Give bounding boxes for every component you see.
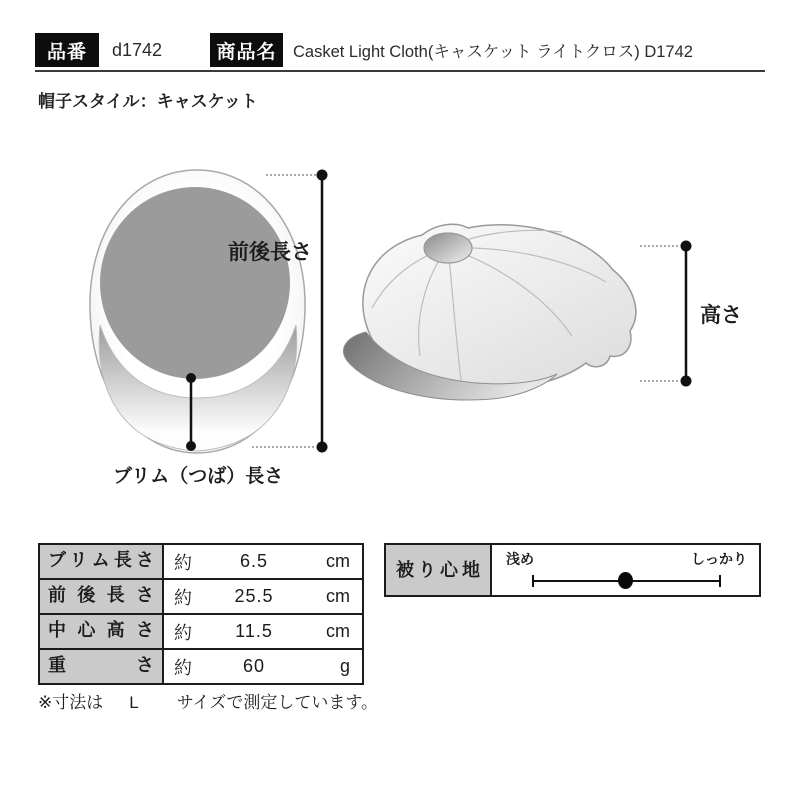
header-bar xyxy=(35,33,765,72)
measurement-unit: g xyxy=(339,656,350,676)
measurement-value: 11.5 xyxy=(235,621,273,641)
item-number-tag: 品番 xyxy=(35,33,99,67)
table-row xyxy=(40,545,362,578)
product-name-value: Casket Light Cloth(キャスケット ライトクロス) D1742 xyxy=(293,43,693,61)
size-footnote xyxy=(38,688,378,713)
approx-prefix: 約 xyxy=(174,622,192,643)
footnote-suffix: サイズで測定しています。 xyxy=(176,693,378,712)
approx-prefix: 約 xyxy=(174,552,192,573)
fit-scale xyxy=(492,545,759,595)
fit-scale-tick xyxy=(719,575,721,587)
product-name-tag: 商品名 xyxy=(210,33,283,67)
row-label: 中心高さ xyxy=(40,615,164,648)
row-value xyxy=(164,545,362,578)
fit-indicator-dot xyxy=(618,572,633,589)
fit-scale-right-label: しっかり xyxy=(691,551,747,567)
measurement-unit: cm xyxy=(326,621,350,641)
table-row xyxy=(40,648,362,683)
measure-dot xyxy=(186,441,196,451)
measure-dot xyxy=(186,373,196,383)
fit-scale-tick xyxy=(532,575,534,587)
approx-prefix: 約 xyxy=(174,657,192,678)
height-measure xyxy=(640,241,692,387)
row-label: 前後長さ xyxy=(40,580,164,613)
footnote-prefix: ※寸法は xyxy=(38,693,104,712)
measurement-value: 25.5 xyxy=(234,586,274,606)
row-value xyxy=(164,650,362,683)
measurement-unit: cm xyxy=(326,551,350,571)
measurement-unit: cm xyxy=(326,586,350,606)
measurement-table xyxy=(38,543,364,685)
hat-button xyxy=(424,233,472,263)
measurement-value: 6.5 xyxy=(239,551,269,571)
approx-prefix: 約 xyxy=(174,587,192,608)
row-label: ブリム長さ xyxy=(40,545,164,578)
front-back-length-label: 前後長さ xyxy=(228,241,312,264)
brim-length-label: ブリム（つば）長さ xyxy=(113,466,284,487)
fit-scale-left-label: 浅め xyxy=(506,551,534,567)
hat-crown-top xyxy=(100,187,290,379)
fit-comfort-panel xyxy=(384,543,761,597)
footnote-size: L xyxy=(129,693,139,712)
table-row xyxy=(40,578,362,613)
hat-style-line: 帽子スタイル：キャスケット xyxy=(38,92,258,111)
item-number-value: d1742 xyxy=(112,39,163,60)
height-label: 高さ xyxy=(700,304,742,327)
row-label: 重さ xyxy=(40,650,164,683)
row-value xyxy=(164,580,362,613)
fit-label: 被り心地 xyxy=(386,545,492,595)
hat-side-view xyxy=(343,224,742,400)
table-row xyxy=(40,613,362,648)
row-value xyxy=(164,615,362,648)
hat-top-view xyxy=(90,170,328,488)
hat-measurement-diagram xyxy=(0,140,800,530)
measurement-value: 60 xyxy=(242,656,266,676)
